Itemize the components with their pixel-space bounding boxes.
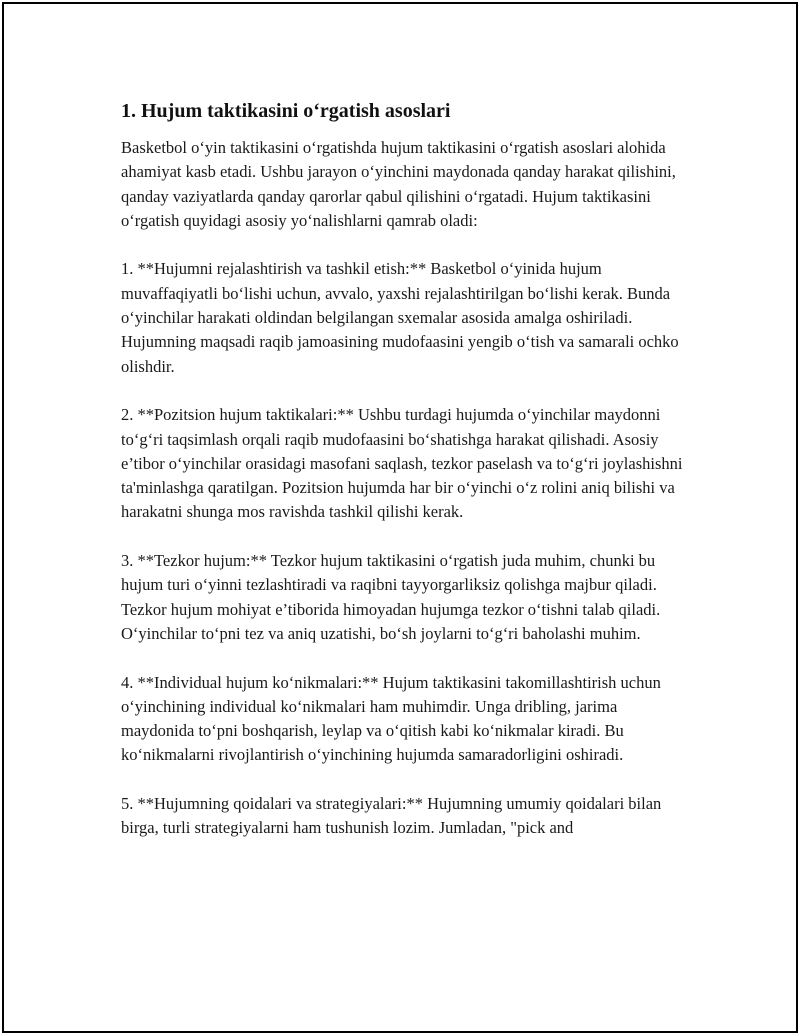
paragraph-2-pozitsion-hujum: 2. **Pozitsion hujum taktikalari:** Ushbu turdagi hujumda o‘yinchilar maydonni to‘g‘ri taqsimlash orqali raqib mudofaasini bo‘shatishga harakat qilishadi. Asosiy e’tibor o‘yinchilar orasidagi masofani saqlash, tezkor paselash va to‘g‘ri joylashishni ta'minlashga qaratilgan. Pozitsion hujumda har bir o‘yinchi o‘z rolini aniq bilishi va harakatni shunga mos ravishda tashkil qilishi kerak.	[121, 405, 683, 522]
paragraph-4-individual-konikmalar: 4. **Individual hujum ko‘nikmalari:** Hujum taktikasini takomillashtirish uchun o‘yinchining individual ko‘nikmalari ham muhimdir. Unga dribling, jarima maydonida to‘pni boshqarish, leylap va o‘qitish kabi ko‘nikmalar kiradi. Bu ko‘nikmalarni rivojlantirish o‘yinchining hujumda samaradorligini oshiradi.	[121, 672, 661, 765]
intro-paragraph: Basketbol o‘yin taktikasini o‘rgatishda hujum taktikasini o‘rgatish asoslari alohida ahamiyat kasb etadi. Ushbu jarayon o‘yinchini maydonada qanday harakat qilishini, qanday vaziyatlarda qanday qarorlar qabul qilishini o‘rgatadi. Hujum taktikasini o‘rgatish quyidagi asosiy yo‘nalishlarni qamrab oladi:	[121, 138, 676, 230]
section-heading: 1. Hujum taktikasini o‘rgatish asoslari	[121, 100, 451, 122]
page-frame	[2, 2, 798, 1033]
paragraph-1-hujumni-rejalashtirish: 1. **Hujumni rejalashtirish va tashkil etish:** Basketbol o‘yinida hujum muvaffaqiyatli bo‘lishi uchun, avvalo, yaxshi rejalashtirilgan bo‘lishi kerak. Bunda o‘yinchilar harakati oldindan belgilangan sxemalar asosida amalga oshiriladi. Hujumning maqsadi raqib jamoasining mudofaasini yengib o‘tish va samarali ochko olishdir.	[121, 259, 679, 376]
document-body	[121, 98, 687, 865]
paragraph-3-tezkor-hujum: 3. **Tezkor hujum:** Tezkor hujum taktikasini o‘rgatish juda muhim, chunki bu hujum turi o‘yinni tezlashtiradi va raqibni tayyorgarliksiz qolishga majbur qiladi. Tezkor hujum mohiyat e’tiborida himoyadan hujumga tezkor o‘tishni talab qiladi. O‘yinchilar to‘pni tez va aniq uzatishi, bo‘sh joylarni to‘g‘ri baholashi muhim.	[121, 551, 661, 643]
paragraph-5-qoidalar-strategiyalar: 5. **Hujumning qoidalari va strategiyalari:** Hujumning umumiy qoidalari bilan birga, turli strategiyalarni ham tushunish lozim. Jumladan, "pick and	[121, 794, 662, 838]
